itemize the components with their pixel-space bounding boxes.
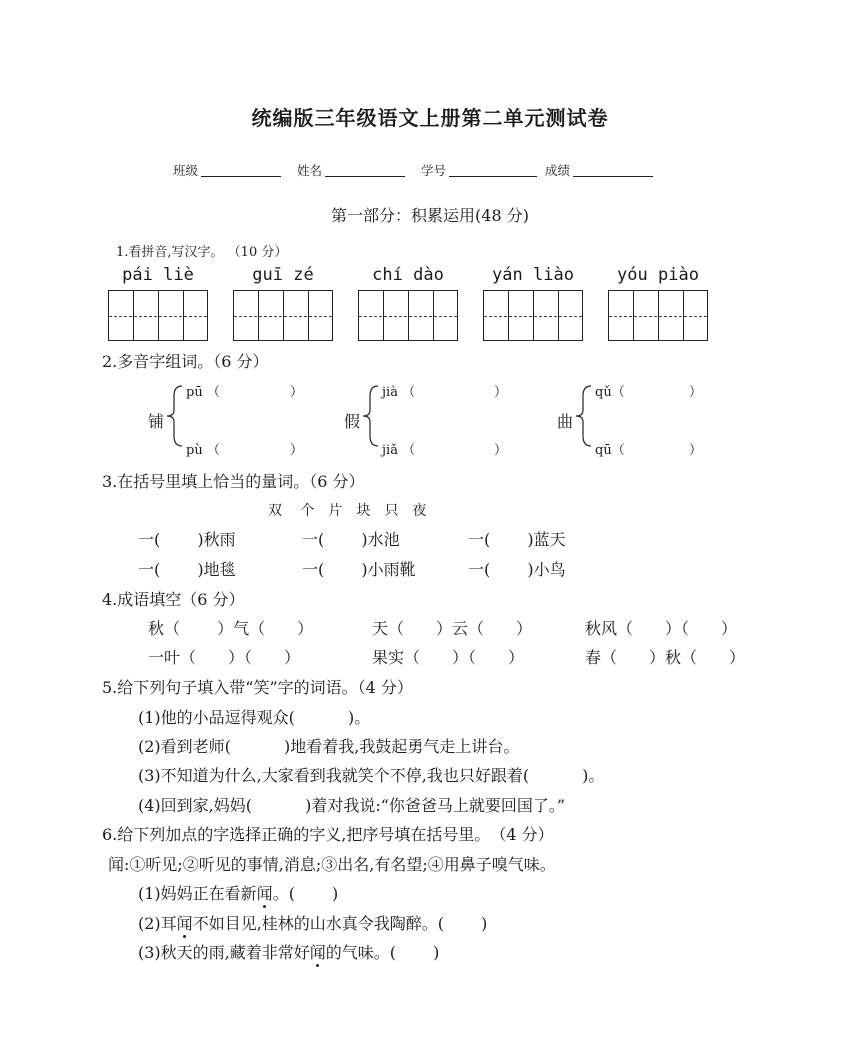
question-5-title: 5.给下列句子填入带“笑”字的词语。（4 分） (102, 678, 413, 697)
polyphone-char: 假 (344, 412, 361, 431)
pinyin-label: yóu piào (617, 265, 699, 285)
part-heading: 第一部分：积累运用(48 分) (331, 206, 529, 225)
sentence-text: 的气味。( ) (325, 943, 440, 962)
pinyin-label: pái liè (122, 265, 194, 285)
definition-list: 闻:①听见;②听见的事情,消息;③出名,有名望;④用鼻子嗅气味。 (108, 855, 556, 874)
class-field[interactable] (201, 176, 281, 177)
question-2-title: 2.多音字组词。（6 分） (102, 352, 269, 371)
paren-close: ） (290, 443, 304, 458)
idiom-item[interactable]: 天（ ）云（ ） (372, 619, 533, 638)
paren-close: ） (689, 443, 703, 458)
reading-bottom: qū（ (595, 443, 625, 458)
reading-bottom: pù （ (186, 443, 220, 458)
sentence-text: 。( ) (272, 884, 339, 903)
reading-top: jià （ (382, 385, 416, 400)
paren-close: ） (494, 385, 508, 400)
writing-grid[interactable] (108, 290, 208, 341)
writing-grid[interactable] (608, 290, 708, 341)
fill-item[interactable]: 一( )蓝天 (468, 530, 566, 549)
pinyin-label: chí dào (372, 265, 444, 285)
reading-bottom: jiǎ （ (382, 443, 416, 458)
question-3-title: 3.在括号里填上恰当的量词。（6 分） (102, 472, 365, 491)
brace-icon (573, 384, 593, 448)
pinyin-label: yán liào (492, 265, 574, 285)
sentence-item[interactable] (138, 940, 439, 963)
score-label: 成绩 (545, 163, 571, 178)
writing-grid[interactable] (358, 290, 458, 341)
sentence-text: (2)耳 (138, 914, 177, 933)
score-field[interactable] (573, 176, 653, 177)
sentence-item[interactable] (138, 881, 338, 904)
paren-close: ） (494, 443, 508, 458)
brace-icon (164, 384, 184, 448)
sentence-item[interactable]: (2)看到老师( )地看着我,我鼓起勇气走上讲台。 (138, 737, 520, 756)
name-field[interactable] (325, 176, 405, 177)
question-4-title: 4.成语填空（6 分） (102, 590, 245, 609)
reading-top: pū （ (186, 385, 220, 400)
sentence-text: (3)秋天的雨,藏着非常好 (138, 943, 310, 962)
question-1-title: 1.看拼音,写汉字。 （10 分） (116, 245, 288, 260)
page-title: 统编版三年级语文上册第二单元测试卷 (251, 106, 609, 130)
sentence-item[interactable] (138, 911, 487, 934)
question-6-title: 6.给下列加点的字选择正确的字义,把序号填在括号里。 （4 分） (102, 825, 554, 844)
measure-word-options: 双 个 片 块 只 夜 (268, 503, 427, 519)
fill-item[interactable]: 一( )小鸟 (468, 560, 566, 579)
fill-item[interactable]: 一( )小雨靴 (302, 560, 416, 579)
sentence-text: 不如目见,桂林的山水真令我陶醉。( ) (192, 914, 488, 933)
brace-icon (360, 384, 380, 448)
writing-grid[interactable] (233, 290, 333, 341)
fill-item[interactable]: 一( )地毯 (138, 560, 236, 579)
paren-close: ） (290, 385, 304, 400)
fill-item[interactable]: 一( )水池 (302, 530, 400, 549)
number-label: 学号 (421, 163, 447, 178)
class-label: 班级 (173, 163, 199, 178)
idiom-item[interactable]: 秋（ ）气（ ） (148, 619, 314, 638)
idiom-item[interactable]: 一叶（ ）（ ） (148, 648, 301, 667)
dotted-char: 闻 (310, 940, 326, 963)
pinyin-label: guī zé (252, 265, 314, 285)
sentence-item[interactable]: (3)不知道为什么,大家看到我就笑个不停,我也只好跟着( )。 (138, 766, 605, 785)
idiom-item[interactable]: 秋风（ ）（ ） (585, 619, 738, 638)
polyphone-char: 铺 (148, 412, 165, 431)
polyphone-char: 曲 (557, 412, 574, 431)
writing-grid[interactable] (483, 290, 583, 341)
sentence-item[interactable]: (4)回到家,妈妈( )着对我说:“你爸爸马上就要回国了。” (138, 796, 566, 815)
number-field[interactable] (449, 176, 537, 177)
reading-top: qǔ（ (595, 385, 625, 400)
idiom-item[interactable]: 果实（ ）（ ） (372, 648, 525, 667)
sentence-item[interactable]: (1)他的小品逗得观众( )。 (138, 708, 371, 727)
paren-close: ） (689, 385, 703, 400)
idiom-item[interactable]: 春（ ）秋（ ） (585, 648, 746, 667)
fill-item[interactable]: 一( )秋雨 (138, 530, 236, 549)
dotted-char: 闻 (177, 911, 193, 934)
name-label: 姓名 (297, 163, 323, 178)
sentence-text: (1)妈妈正在看新 (138, 884, 257, 903)
dotted-char: 闻 (257, 881, 273, 904)
